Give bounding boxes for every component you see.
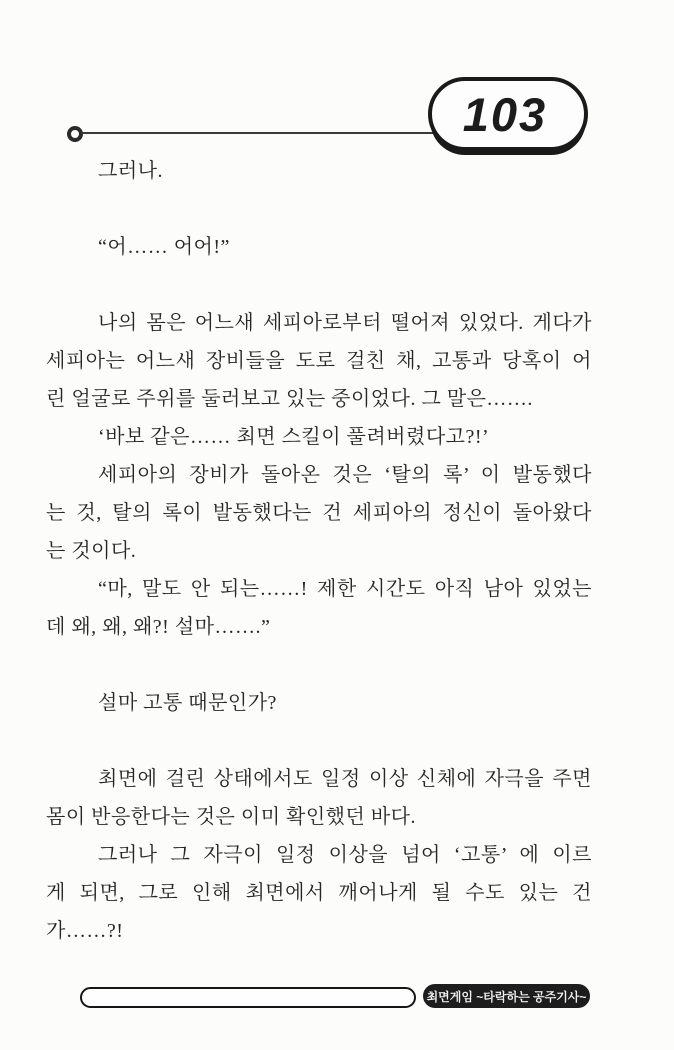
text-line: 그러나 그 자극이 일정 이상을 넘어 ‘고통’ 에 이르 — [98, 844, 592, 866]
text-line: “마, 말도 안 되는……! 제한 시간도 아직 남아 있었는 — [98, 578, 592, 600]
text-line: ‘바보 같은…… 최면 스킬이 풀려버렸다고?!’ — [98, 426, 490, 448]
text-line: “어…… 어어!” — [98, 236, 230, 258]
blank-line — [46, 190, 592, 228]
header-ring-ornament — [67, 126, 83, 142]
text-line: 데 왜, 왜, 왜?! 설마…….” — [46, 616, 271, 638]
text-line: 나의 몸은 어느새 세피아로부터 떨어져 있었다. 게다가 — [98, 312, 592, 334]
text-line: 설마 고통 때문인가? — [98, 692, 277, 714]
page-number: 103 — [462, 87, 548, 141]
text-line: 가……?! — [46, 920, 124, 942]
text-line: 세피아의 장비가 돌아온 것은 ‘탈의 록’ 이 발동했다 — [98, 464, 592, 486]
text-line: 몸이 반응한다는 것은 이미 확인했던 바다. — [46, 806, 416, 828]
footer-series-title: 최면게임 ~타락하는 공주기사~ — [426, 989, 587, 1004]
footer-page-box — [80, 987, 416, 1008]
blank-line — [46, 646, 592, 684]
blank-line — [46, 266, 592, 304]
footer-series-badge — [423, 984, 590, 1008]
text-line: 세피아는 어느새 장비들을 도로 걸친 채, 고통과 당혹이 어 — [46, 350, 592, 372]
text-line: 는 것이다. — [46, 540, 137, 562]
text-line: 최면에 걸린 상태에서도 일정 이상 신체에 자극을 주면 — [98, 768, 592, 790]
text-line: 는 것, 탈의 록이 발동했다는 건 세피아의 정신이 돌아왔다 — [46, 502, 592, 524]
body-text — [46, 152, 592, 950]
text-line: 그러나. — [98, 160, 163, 182]
page-number-badge — [428, 77, 588, 151]
blank-line — [46, 722, 592, 760]
text-line: 린 얼굴로 주위를 둘러보고 있는 중이었다. 그 말은……. — [46, 388, 533, 410]
text-line: 게 되면, 그로 인해 최면에서 깨어나게 될 수도 있는 건 — [46, 882, 592, 904]
